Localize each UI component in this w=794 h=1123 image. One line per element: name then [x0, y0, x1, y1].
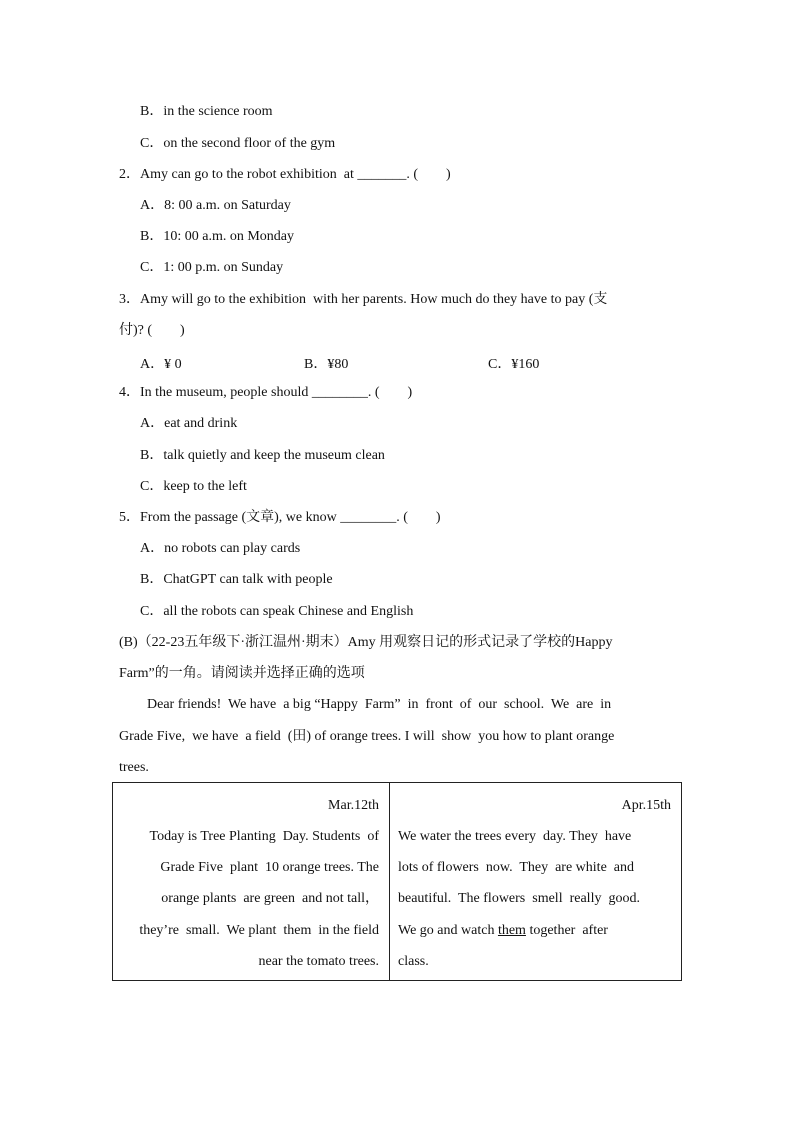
q4-option-b: B．talk quietly and keep the museum clean — [140, 448, 385, 463]
q1-option-b: B．in the science room — [140, 104, 273, 119]
q3-stem-line2: 付)? ( ) — [119, 323, 185, 338]
section-b-header-line1: (B)（22-23五年级下·浙江温州·期末）Amy 用观察日记的形式记录了学校的Happy — [119, 635, 613, 650]
line4-before: We go and watch — [398, 923, 498, 938]
diary-right-line2: lots of flowers now. They are white and — [398, 860, 634, 875]
q3-option-a: A．¥ 0 — [140, 357, 182, 372]
diary-left-line3: orange plants are green and not tall， — [161, 891, 379, 906]
diary-cell-april — [390, 783, 681, 980]
q5-option-b: B．ChatGPT can talk with people — [140, 572, 333, 587]
q3-option-b: B．¥80 — [304, 357, 349, 372]
q4-option-a: A．eat and drink — [140, 416, 238, 431]
underlined-word-them: them — [497, 923, 526, 938]
line4-after: together after — [525, 923, 608, 938]
q4-stem: 4．In the museum, people should ________. ( ) — [119, 385, 413, 400]
q4-option-c: C．keep to the left — [140, 479, 247, 494]
q2-option-a: A．8: 00 a.m. on Saturday — [140, 198, 291, 213]
diary-left-line5: near the tomato trees. — [258, 954, 379, 969]
diary-left-line4: they’re small. We plant them in the field — [139, 923, 379, 938]
diary-left-line2: Grade Five plant 10 orange trees. The — [160, 860, 379, 875]
diary-right-line5: class. — [398, 954, 429, 969]
q5-option-a: A．no robots can play cards — [140, 541, 301, 556]
q2-option-c: C．1: 00 p.m. on Sunday — [140, 260, 284, 275]
q1-option-c: C．on the second floor of the gym — [140, 136, 336, 151]
q3-stem-line1: 3．Amy will go to the exhibition with her parents. How much do they have to pay (支 — [119, 292, 608, 307]
diary-cell-march — [113, 783, 389, 980]
diary-date-april: Apr.15th — [621, 798, 671, 813]
q3-options-row — [140, 353, 600, 371]
q2-stem: 2．Amy can go to the robot exhibition at _______. ( ) — [119, 167, 451, 182]
intro-line1: Dear friends! We have a big “Happy Farm” in front of our school. We are in — [147, 697, 612, 712]
q3-option-c: C．¥160 — [488, 357, 540, 372]
q2-option-b: B．10: 00 a.m. on Monday — [140, 229, 294, 244]
q5-option-c: C．all the robots can speak Chinese and English — [140, 604, 414, 619]
intro-line3: trees. — [119, 760, 149, 775]
intro-line2: Grade Five, we have a field (田) of orange trees. I will show you how to plant orange — [119, 729, 615, 744]
diary-right-line3: beautiful. The flowers smell really good. — [398, 891, 640, 906]
diary-date-march: Mar.12th — [328, 798, 379, 813]
diary-right-line4 — [398, 922, 608, 940]
diary-left-line1: Today is Tree Planting Day. Students of — [149, 829, 379, 844]
diary-right-line1: We water the trees every day. They have — [398, 829, 632, 844]
q5-stem: 5．From the passage (文章), we know ________. ( ) — [119, 510, 441, 525]
diary-table — [112, 782, 682, 981]
section-b-header-line2: Farm”的一角。请阅读并选择正确的选项 — [119, 666, 365, 681]
